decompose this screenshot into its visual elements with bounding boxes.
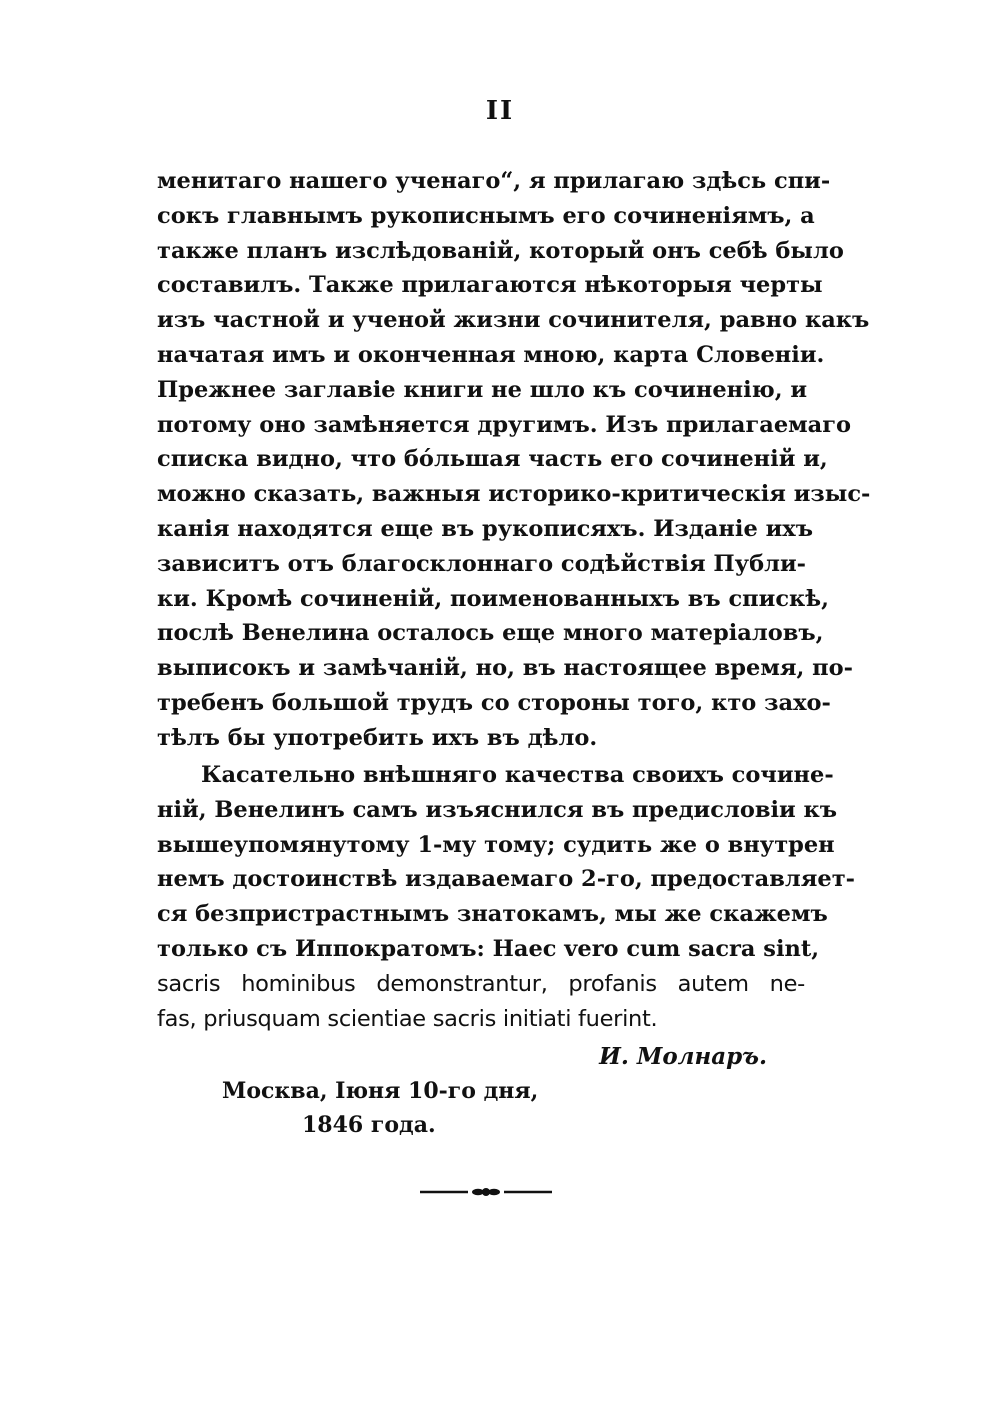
text-line: выписокъ и замѣчаній, но, въ настоящее время, по- bbox=[157, 655, 853, 682]
text-line: можно сказать, важныя историко-критическія изыс- bbox=[157, 481, 871, 508]
text-line: немъ достоинствѣ издаваемаго 2-го, предоставляет- bbox=[157, 866, 855, 893]
text-line: канія находятся еще въ рукописяхъ. Изданіе ихъ bbox=[157, 515, 813, 542]
text-line: только съ Иппократомъ: Haec vero cum sacra sint, bbox=[157, 935, 820, 962]
ornament-divider-icon bbox=[418, 1183, 554, 1201]
text-line: вышеупомянутому 1-му тому; судить же о внутрен bbox=[157, 831, 835, 858]
text-line: ки. Кромѣ сочиненій, поименованныхъ въ спискѣ, bbox=[157, 585, 829, 612]
text-line: Прежнее заглавіе книги не шло къ сочиненію, и bbox=[157, 376, 808, 403]
text-line: сокъ главнымъ рукописнымъ его сочиненіямъ, а bbox=[157, 202, 815, 229]
paragraph-1 bbox=[157, 164, 871, 756]
paragraph-2 bbox=[157, 758, 855, 1036]
text-line-latin: fas, priusquam scientiae sacris initiati fuerint. bbox=[157, 1005, 658, 1032]
text-line: Касательно внѣшняго качества своихъ сочине- bbox=[201, 762, 834, 788]
text-line: зависитъ отъ благосклоннаго содѣйствія Публи- bbox=[157, 550, 806, 577]
text-line: послѣ Венелина осталось еще много матеріаловъ, bbox=[157, 620, 824, 647]
text-line: изъ частной и ученой жизни сочинителя, равно какъ bbox=[157, 307, 870, 334]
text-line: потому оно замѣняется другимъ. Изъ прилагаемаго bbox=[157, 411, 852, 438]
text-line: списка видно, что бóльшая часть его сочиненій и, bbox=[157, 446, 828, 473]
author-signature: И. Молнаръ. bbox=[599, 1043, 767, 1070]
text-line: ній, Венелинъ самъ изъяснился въ предисловіи къ bbox=[157, 796, 838, 823]
place-date-line-1: Москва, Іюня 10-го дня, bbox=[222, 1078, 539, 1104]
text-line-latin: sacris hominibus demonstrantur, profanis autem ne- bbox=[157, 970, 805, 997]
page-number: II bbox=[485, 96, 515, 126]
text-line: начатая имъ и оконченная мною, карта Словеніи. bbox=[157, 341, 825, 368]
place-date bbox=[222, 1074, 538, 1142]
text-line: ся безпристрастнымъ знатокамъ, мы же скажемъ bbox=[157, 901, 828, 928]
place-date-line-2: 1846 года. bbox=[302, 1112, 436, 1138]
text-line: менитаго нашего ученаго“, я прилагаю здѣсь спи- bbox=[157, 168, 831, 194]
text-line: также планъ изслѣдованій, который онъ себѣ было bbox=[157, 237, 844, 264]
text-line: составилъ. Также прилагаются нѣкоторыя черты bbox=[157, 272, 823, 299]
text-line: требенъ большой трудъ со стороны того, кто захо- bbox=[157, 689, 831, 716]
text-line: тѣлъ бы употребить ихъ въ дѣло. bbox=[157, 724, 598, 751]
